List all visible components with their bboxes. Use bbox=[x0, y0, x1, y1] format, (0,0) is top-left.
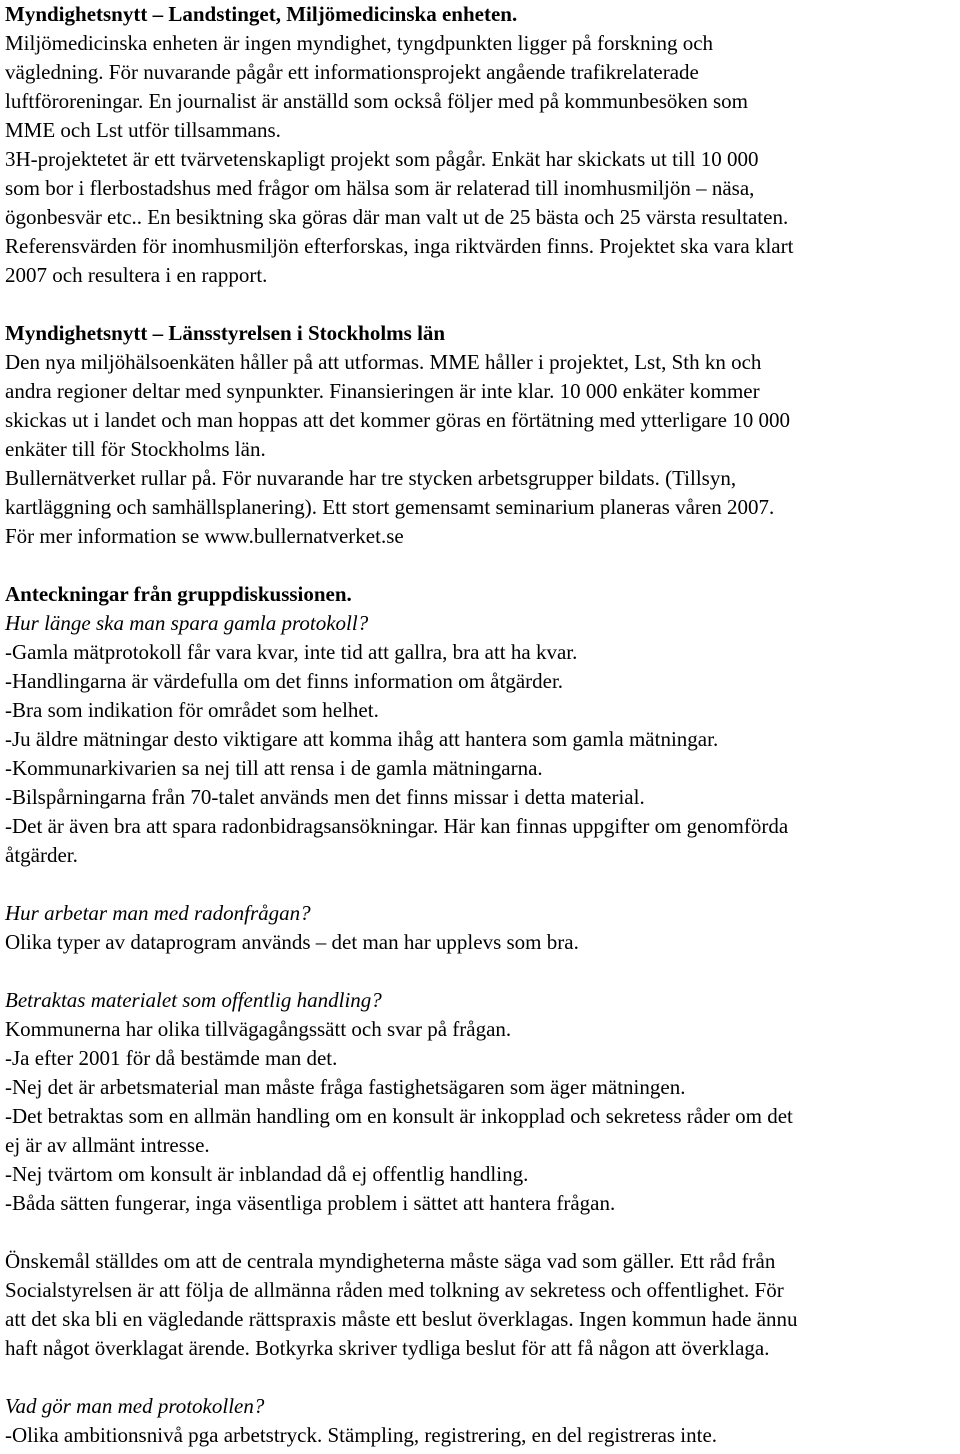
text-line: vägledning. För nuvarande pågår ett informationsprojekt angående trafikrelaterade bbox=[5, 60, 699, 84]
blank-line bbox=[5, 551, 955, 580]
text-line: Kommunerna har olika tillvägagångssätt och svar på frågan. bbox=[5, 1017, 512, 1041]
question-heading: Betraktas materialet som offentlig handling? bbox=[5, 988, 382, 1012]
question-heading: Vad gör man med protokollen? bbox=[5, 1394, 265, 1418]
text-line: skickas ut i landet och man hoppas att det kommer göras en förtätning med ytterligare 10 000 bbox=[5, 408, 790, 432]
text-line: Olika typer av dataprogram används – det man har upplevs som bra. bbox=[5, 930, 579, 954]
text-line: att det ska bli en vägledande rättspraxis måste ett beslut överklagas. Ingen kommun hade ännu bbox=[5, 1307, 798, 1331]
text-line: -Gamla mätprotokoll får vara kvar, inte tid att gallra, bra att ha kvar. bbox=[5, 640, 578, 664]
text-line: Socialstyrelsen är att följa de allmänna råden med tolkning av sekretess och offentlighet. För bbox=[5, 1278, 784, 1302]
blank-line bbox=[5, 1218, 955, 1247]
blank-line bbox=[5, 957, 955, 986]
text-line: enkäter till för Stockholms län. bbox=[5, 437, 266, 461]
text-line: -Det betraktas som en allmän handling om en konsult är inkopplad och sekretess råder om det bbox=[5, 1104, 793, 1128]
question-heading: Hur länge ska man spara gamla protokoll? bbox=[5, 611, 369, 635]
text-line: -Kommunarkivarien sa nej till att rensa i de gamla mätningarna. bbox=[5, 756, 543, 780]
text-line: Referensvärden för inomhusmiljön efterforskas, inga riktvärden finns. Projektet ska vara klart bbox=[5, 234, 794, 258]
blank-line bbox=[5, 1363, 955, 1392]
text-line: ej är av allmänt intresse. bbox=[5, 1133, 210, 1157]
text-line: Miljömedicinska enheten är ingen myndighet, tyngdpunkten ligger på forskning och bbox=[5, 31, 714, 55]
text-line: som bor i flerbostadshus med frågor om hälsa som är relaterad till inomhusmiljön – näsa, bbox=[5, 176, 755, 200]
text-line: -Nej det är arbetsmaterial man måste fråga fastighetsägaren som äger mätningen. bbox=[5, 1075, 686, 1099]
text-line: Önskemål ställdes om att de centrala myndigheterna måste säga vad som gäller. Ett råd från bbox=[5, 1249, 776, 1273]
text-line: -Ju äldre mätningar desto viktigare att komma ihåg att hantera som gamla mätningar. bbox=[5, 727, 719, 751]
blank-line bbox=[5, 870, 955, 899]
text-line: haft något överklagat ärende. Botkyrka skriver tydliga beslut för att få någon att överklaga. bbox=[5, 1336, 770, 1360]
text-line: kartläggning och samhällsplanering). Ett stort gemensamt seminarium planeras våren 2007. bbox=[5, 495, 775, 519]
blank-line bbox=[5, 290, 955, 319]
text-line: -Bilspårningarna från 70-talet används men det finns missar i detta material. bbox=[5, 785, 645, 809]
text-line: Bullernätverket rullar på. För nuvarande har tre stycken arbetsgrupper bildats. (Tillsyn, bbox=[5, 466, 737, 490]
text-line: andra regioner deltar med synpunkter. Finansieringen är inte klar. 10 000 enkäter kommer bbox=[5, 379, 760, 403]
text-line: ögonbesvär etc.. En besiktning ska göras där man valt ut de 25 bästa och 25 värsta resultaten. bbox=[5, 205, 789, 229]
question-heading: Hur arbetar man med radonfrågan? bbox=[5, 901, 311, 925]
text-line: -Ja efter 2001 för då bestämde man det. bbox=[5, 1046, 338, 1070]
text-line: -Handlingarna är värdefulla om det finns information om åtgärder. bbox=[5, 669, 564, 693]
section-heading: Myndighetsnytt – Länsstyrelsen i Stockholms län bbox=[5, 321, 446, 345]
text-line: -Bra som indikation för området som helhet. bbox=[5, 698, 379, 722]
text-line: Den nya miljöhälsoenkäten håller på att utformas. MME håller i projektet, Lst, Sth kn och bbox=[5, 350, 762, 374]
text-line: -Nej tvärtom om konsult är inblandad då ej offentlig handling. bbox=[5, 1162, 529, 1186]
section-heading: Anteckningar från gruppdiskussionen. bbox=[5, 582, 352, 606]
text-line: -Båda sätten fungerar, inga väsentliga problem i sättet att hantera frågan. bbox=[5, 1191, 616, 1215]
text-line: MME och Lst utför tillsammans. bbox=[5, 118, 281, 142]
text-line: åtgärder. bbox=[5, 843, 78, 867]
text-line: För mer information se www.bullernatverket.se bbox=[5, 524, 404, 548]
text-line: -Olika ambitionsnivå pga arbetstryck. Stämpling, registrering, en del registreras inte. bbox=[5, 1423, 718, 1447]
text-line: luftföroreningar. En journalist är anställd som också följer med på kommunbesöken som bbox=[5, 89, 748, 113]
section-heading: Myndighetsnytt – Landstinget, Miljömedicinska enheten. bbox=[5, 2, 518, 26]
text-line: 2007 och resultera i en rapport. bbox=[5, 263, 268, 287]
text-line: -Det är även bra att spara radonbidragsansökningar. Här kan finnas uppgifter om genomförda bbox=[5, 814, 789, 838]
text-line: 3H-projektetet är ett tvärvetenskapligt projekt som pågår. Enkät har skickats ut till 10 000 bbox=[5, 147, 759, 171]
